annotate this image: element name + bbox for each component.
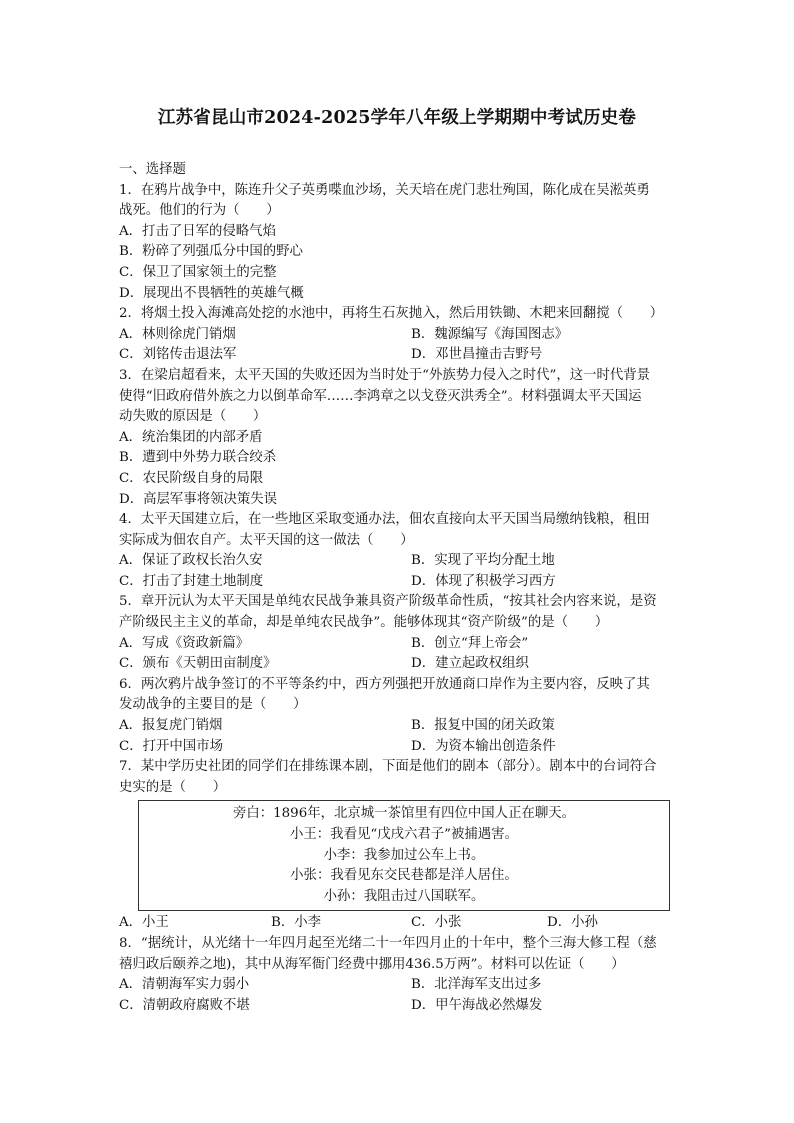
option-b: B．创立“拜上帝会”	[411, 635, 529, 651]
option-b: B．粉碎了列强瓜分中国的野心	[119, 244, 303, 260]
option-b: B．小李	[271, 915, 322, 931]
option-c: C．农民阶级自身的局限	[119, 470, 264, 486]
options-row	[119, 996, 677, 1017]
options-row	[119, 634, 677, 655]
option-a: A．统治集团的内部矛盾	[119, 429, 263, 445]
script-line: 小孙：我阻击过八国联军。	[323, 888, 485, 904]
option-c: C．保卫了国家领土的完整	[119, 264, 277, 280]
question-8	[119, 934, 677, 1016]
script-box	[138, 800, 670, 911]
question-4	[119, 510, 677, 592]
question-text: 产阶级民主主义的革命，却是单纯农民战争”。能够体现其“资产阶级”的是（ ）	[119, 615, 609, 631]
options-row	[119, 716, 677, 737]
question-text: 7．某中学历史社团的同学们在排练课本剧，下面是他们的剧本（部分）。剧本中的台词符合	[119, 759, 657, 775]
option-a: A．写成《资政新篇》	[119, 635, 250, 651]
question-6	[119, 675, 677, 757]
option-a: A．林则徐虎门销烟	[119, 326, 236, 342]
option-c: C．颁布《天朝田亩制度》	[119, 656, 277, 672]
option-d: D．小孙	[547, 915, 598, 931]
question-text: 8．“据统计，从光绪十一年四月起至光绪二十一年四月止的十年中，整个三海大修工程（慈	[119, 935, 657, 951]
question-2	[119, 304, 677, 366]
script-line: 小王：我看见“戊戌六君子”被捕遇害。	[290, 827, 518, 842]
options-row	[119, 325, 677, 346]
question-1	[119, 181, 677, 305]
options-row	[119, 551, 677, 572]
section-heading: 一、选择题	[119, 162, 186, 177]
option-d: D．高层军事将领决策失误	[119, 491, 278, 507]
script-line: 小张：我看见东交民巷都是洋人居住。	[290, 868, 518, 884]
question-text: 3．在梁启超看来，太平天国的失败还因为当时处于“外族势力侵入之时代”，这一时代背景	[119, 367, 651, 383]
option-a: A．报复虎门销烟	[119, 718, 223, 734]
option-b: B．报复中国的闭关政策	[411, 718, 555, 734]
question-text: 使得“旧政府借外族之力以倒革命军……李鸿章之以戈登灭洪秀全”。材料强调太平天国运	[119, 388, 642, 404]
option-b: B．遭到中外势力联合绞杀	[119, 450, 277, 466]
question-text: 史实的是（ ）	[119, 779, 227, 795]
question-text: 2．将烟土投入海滩高处挖的水池中，再将生石灰抛入，然后用铁锄、木耙来回翻搅（ ）	[119, 306, 664, 322]
option-c: C．小张	[411, 915, 462, 931]
option-d: D．邓世昌撞击吉野号	[411, 347, 543, 363]
script-line: 小李：我参加过公车上书。	[323, 847, 485, 863]
options-row	[119, 654, 677, 675]
option-d: D．展现出不畏牺牲的英雄气概	[119, 285, 304, 301]
option-d: D．甲午海战必然爆发	[411, 997, 543, 1013]
question-3	[119, 366, 677, 510]
option-c: C．打击了封建土地制度	[119, 573, 264, 589]
question-7	[119, 757, 677, 934]
option-b: B．北洋海军支出过多	[411, 977, 542, 993]
option-a: A．小王	[119, 915, 169, 931]
question-text: 动失败的原因是（ ）	[119, 409, 267, 425]
option-b: B．实现了平均分配土地	[411, 553, 555, 569]
question-text: 禧归政后颐养之地)，其中从海军衙门经费中挪用436.5万两”。材料可以佐证（ ）	[119, 956, 625, 972]
option-b: B．魏源编写《海国图志》	[411, 326, 569, 342]
options-row	[119, 737, 677, 758]
question-text: 4．太平天国建立后，在一些地区采取变通办法，佃农直接向太平天国当局缴纳钱粮，租田	[119, 512, 650, 528]
option-d: D．体现了积极学习西方	[411, 573, 556, 589]
options-row	[119, 975, 677, 996]
question-text: 实际成为佃农自产。太平天国的这一做法（ ）	[119, 532, 414, 548]
option-c: C．清朝政府腐败不堪	[119, 997, 250, 1013]
page-title: 江苏省昆山市2024-2025学年八年级上学期期中考试历史卷	[157, 108, 637, 128]
question-5	[119, 592, 677, 674]
question-text: 发动战争的主要目的是（ ）	[119, 697, 307, 713]
option-d: D．为资本输出创造条件	[411, 738, 556, 754]
option-c: C．打开中国市场	[119, 738, 223, 754]
option-a: A．保证了政权长治久安	[119, 553, 263, 569]
question-text: 战死。他们的行为（ ）	[119, 203, 280, 219]
option-a: A．打击了日军的侵略气焰	[119, 223, 276, 239]
question-text: 6．两次鸦片战争签订的不平等条约中，西方列强把开放通商口岸作为主要内容，反映了其	[119, 676, 650, 692]
options-row	[119, 913, 677, 934]
question-list	[119, 160, 677, 1016]
script-line: 旁白：1896年，北京城一茶馆里有四位中国人正在聊天。	[232, 806, 576, 822]
options-row	[119, 345, 677, 366]
question-text: 5．章开沅认为太平天国是单纯农民战争兼具资产阶级革命性质，“按其社会内容来说，是资	[119, 594, 657, 610]
option-d: D．建立起政权组织	[411, 656, 529, 672]
options-row	[119, 572, 677, 593]
option-a: A．清朝海军实力弱小	[119, 977, 250, 993]
option-c: C．刘铭传击退法军	[119, 347, 237, 363]
question-text: 1．在鸦片战争中，陈连升父子英勇喋血沙场，关天培在虎门悲壮殉国，陈化成在吴淞英勇	[119, 182, 650, 198]
